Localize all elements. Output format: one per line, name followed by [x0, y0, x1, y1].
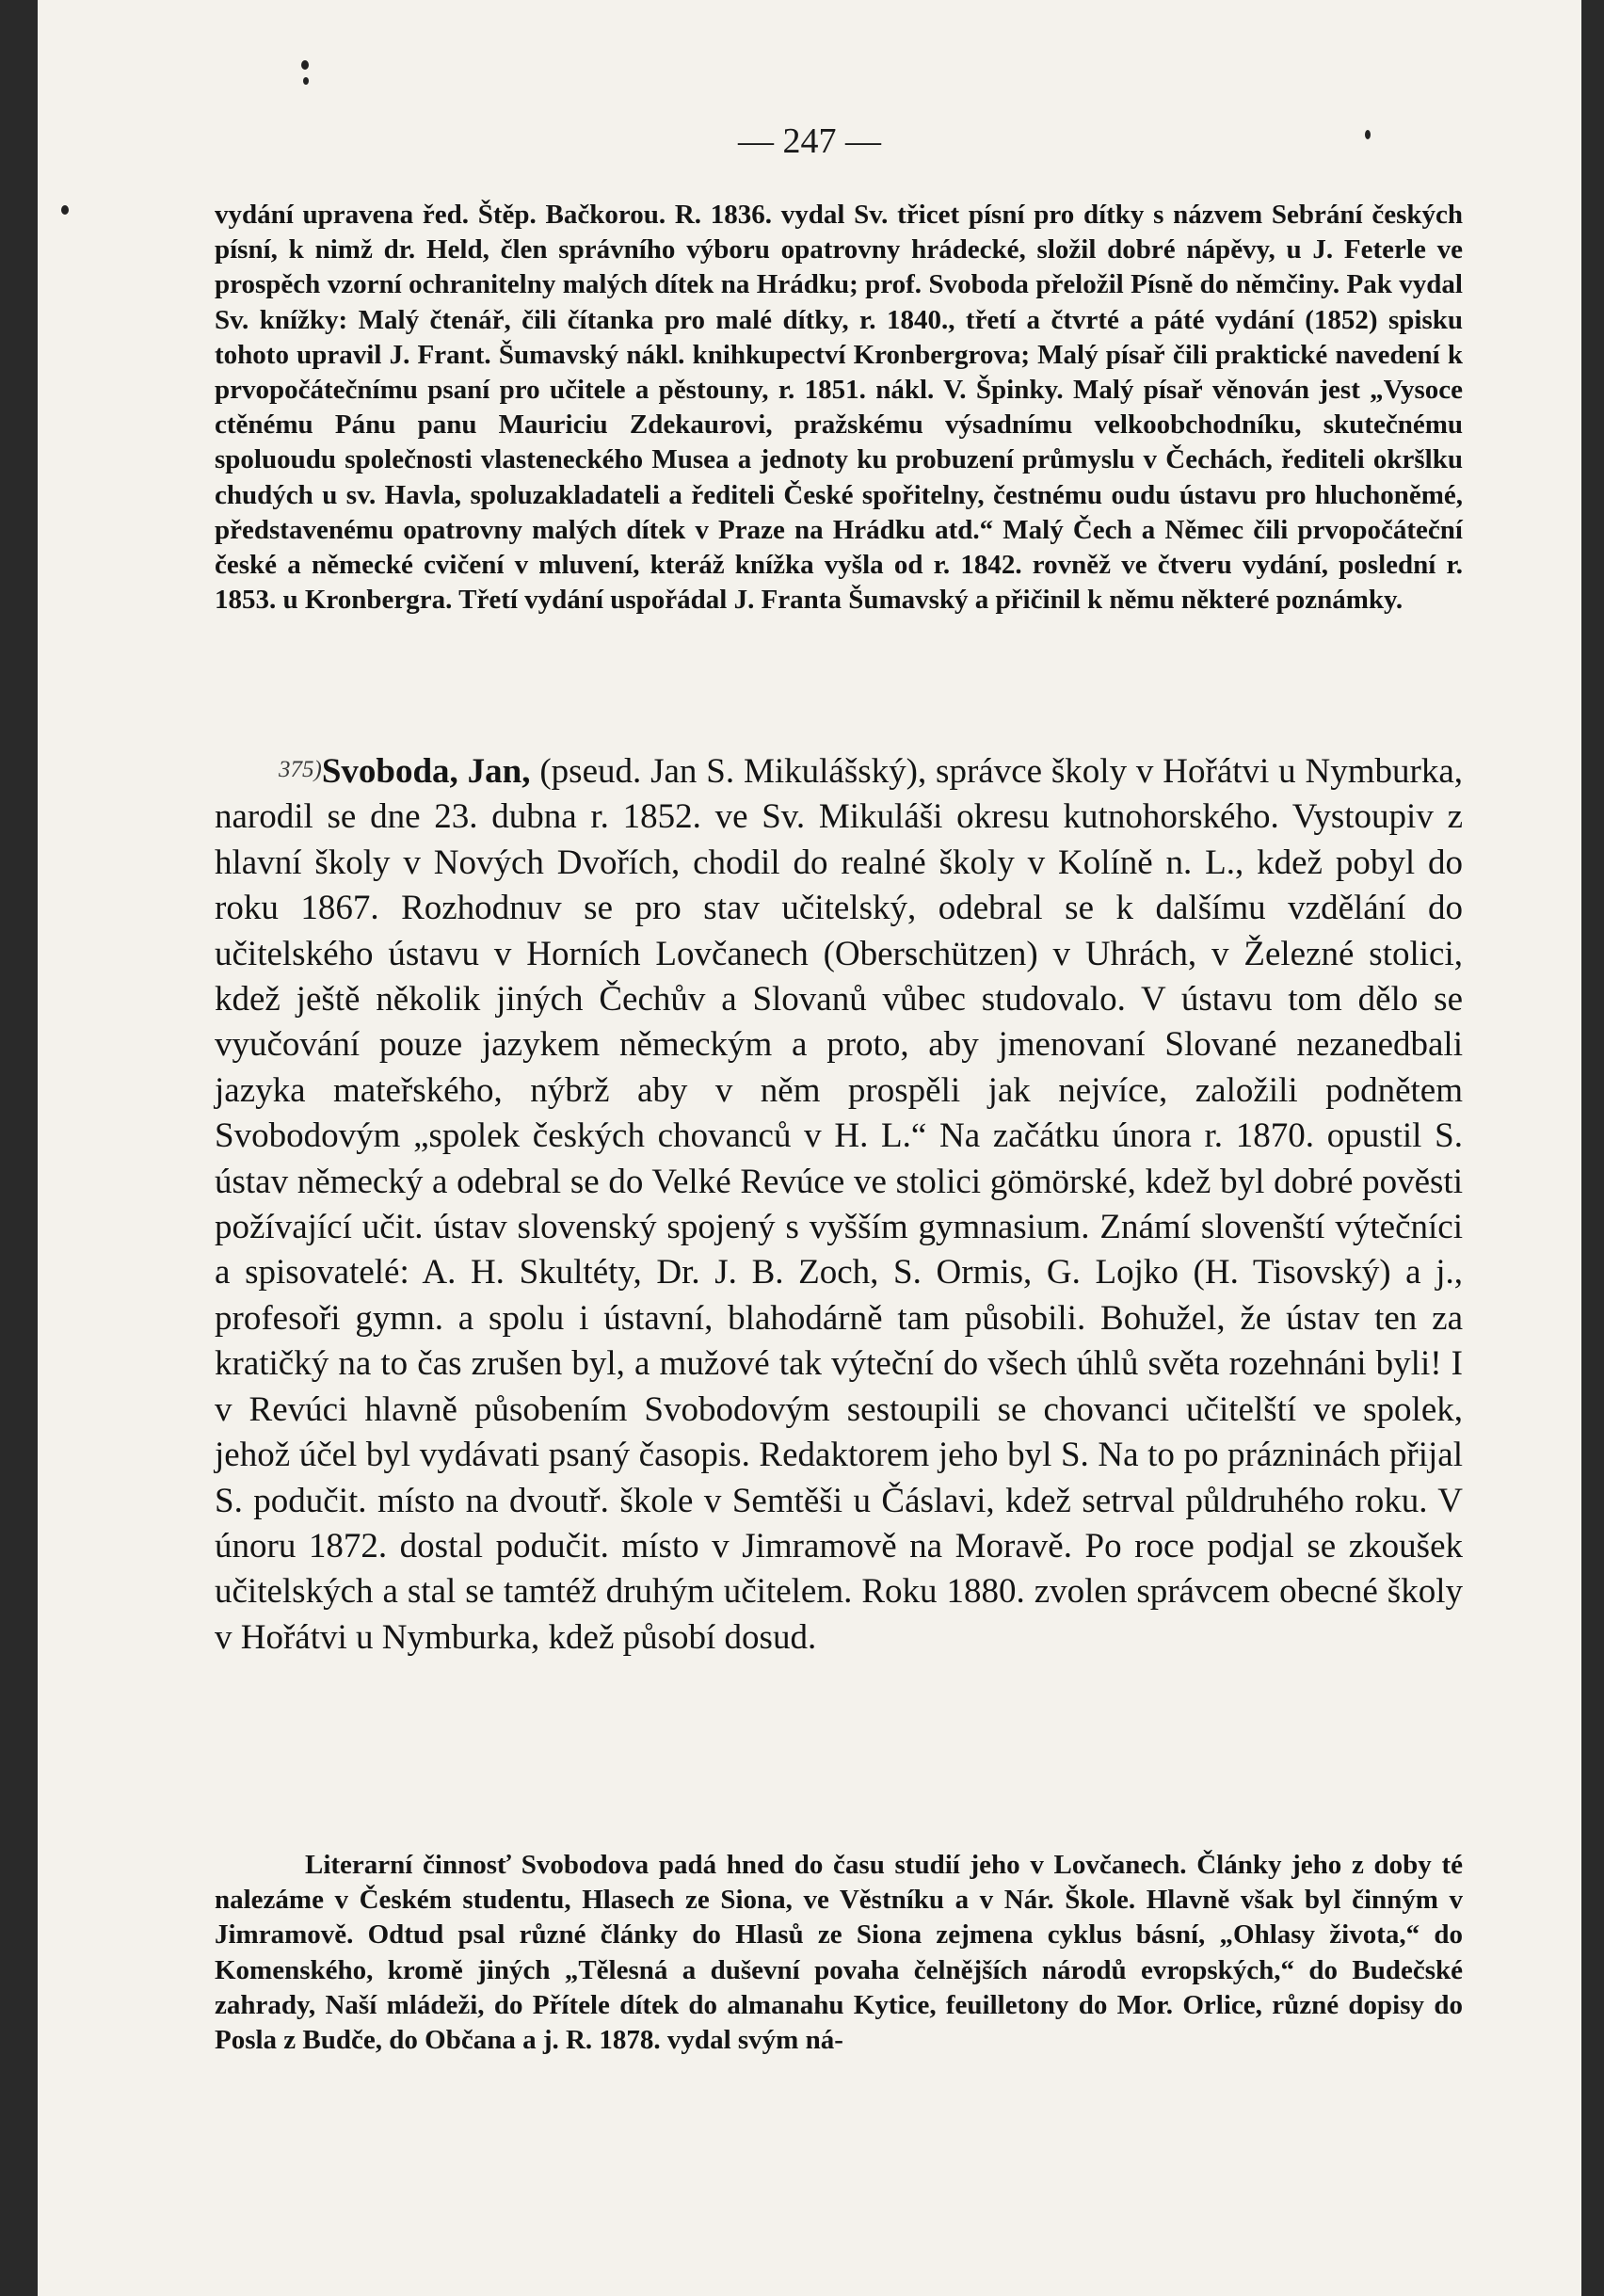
ink-speck	[303, 77, 309, 85]
paragraph-3-text: Literarní činnosť Svobodova padá hned do času studií jeho v Lovčanech. Články jeho z doby té nalezáme v Českém studentu, Hlasech ze Siona, ve Věstníku a v Nár. Škole. Hlavně však byl činným v Jimramově. Odtud psal různé články do Hlasů ze Siona zejmena cyklus básní, „Ohlasy života,“ do Komenského, kromě jiných „Tělesná a duševní povaha čelnějších národů evropských,“ do Budečské zahrady, Naší mládeži, do Přítele dítek do almanahu Kytice, feuilletony do Mor. Orlice, různé dopisy do Posla z Budče, do Občana a j. R. 1878. vydal svým ná-	[215, 1850, 1463, 2056]
scanned-page	[38, 0, 1581, 2296]
entry-heading: Svoboda, Jan,	[321, 752, 531, 791]
paragraph-3	[215, 1848, 1463, 2058]
ink-speck	[61, 205, 69, 215]
ink-speck	[301, 60, 309, 70]
paragraph-1	[215, 198, 1463, 618]
paragraph-2	[215, 747, 1463, 1661]
footnote-marker: 375)	[279, 757, 322, 782]
paragraph-1-text: vydání upravena řed. Štěp. Bačkorou. R. 1836. vydal Sv. třicet písní pro dítky s názvem Sebrání českých písní, k nimž dr. Held, člen správního výboru opatrovny hrádecké, složil dobré nápěvy, u J. Feterle ve prospěch vzorní ochranitelny malých dítek na Hrádku; prof. Svoboda přeložil Písně do němčiny. Pak vydal Sv. knížky: Malý čtenář, čili čítanka pro malé dítky, r. 1840., třetí a čtvrté a páté vydání (1852) spisku tohoto upravil J. Frant. Šumavský nákl. knihkupectví Kronbergrova; Malý písař čili praktické navedení k prvopočátečnímu psaní pro učitele a pěstouny, r. 1851. nákl. V. Špinky. Malý písař věnován jest „Vysoce ctěnému Pánu panu Mauriciu Zdekaurovi, pražskému výsadnímu velkoobchodníku, skutečnému spoluoudu společnosti vlasteneckého Musea a jednoty ku probuzení průmyslu v Čechách, řediteli okršlku chudých u sv. Havla, spoluzakladateli a řediteli České spořitelny, čestnému oudu ústavu pro hluchoněmé, představenému opatrovny malých dítek v Praze na Hrádku atd.“ Malý Čech a Němec čili prvopočáteční české a německé cvičení v mluvení, kteráž knížka vyšla od r. 1842. rovněž ve čtveru vydání, poslední r. 1853. u Kronbergra. Třetí vydání uspořádal J. Franta Šumavský a přičinil k němu některé poznámky.	[215, 200, 1463, 616]
paragraph-2-text: (pseud. Jan S. Mikulášský), správce školy v Hořátvi u Nymburka, narodil se dne 23. dubna r. 1852. ve Sv. Mikuláši okresu kutnohorského. Vystoupiv z hlavní školy v Nových Dvořích, chodil do realné školy v Kolíně n. L., kdež pobyl do roku 1867. Rozhodnuv se pro stav učitelský, odebral se k dalšímu vzdělání do učitelského ústavu v Horních Lovčanech (Oberschützen) v Uhrách, v Železné stolici, kdež ještě několik jiných Čechův a Slovanů vůbec studovalo. V ústavu tom dělo se vyučování pouze jazykem německým a proto, aby jmenovaní Slované nezanedbali jazyka mateřského, nýbrž aby v něm prospěli jak nejvíce, založili podnětem Svobodovým „spolek českých chovanců v H. L.“ Na začátku února r. 1870. opustil S. ústav německý a odebral se do Velké Revúce ve stolici gömörské, kdež byl dobré pověsti požívající učit. ústav slovenský spojený s vyšším gymnasium. Známí slovenští výtečníci a spisovatelé: A. H. Skultéty, Dr. J. B. Zoch, S. Ormis, G. Lojko (H. Tisovský) a j., profesoři gymn. a spolu i ústavní, blahodárně tam působili. Bohužel, že ústav ten za kratičký na to čas zrušen byl, a mužové tak výteční do všech úhlů světa rozehnáni byli! I v Revúci hlavně působením Svobodovým sestoupili se chovanci učitelští ve spolek, jehož účel byl vydávati psaný časopis. Redaktorem jeho byl S. Na to po prázninách přijal S. podučit. místo na dvoutř. škole v Semtěši u Čáslavi, kdež setrval půldruhého roku. V únoru 1872. dostal podučit. místo v Jimramově na Moravě. Po roce podjal se zkoušek učitelských a stal se tamtéž druhým učitelem. Roku 1880. zvolen správcem obecné školy v Hořátvi u Nymburka, kdež působí dosud.	[215, 752, 1464, 1657]
page-number: — 247 —	[738, 121, 881, 161]
